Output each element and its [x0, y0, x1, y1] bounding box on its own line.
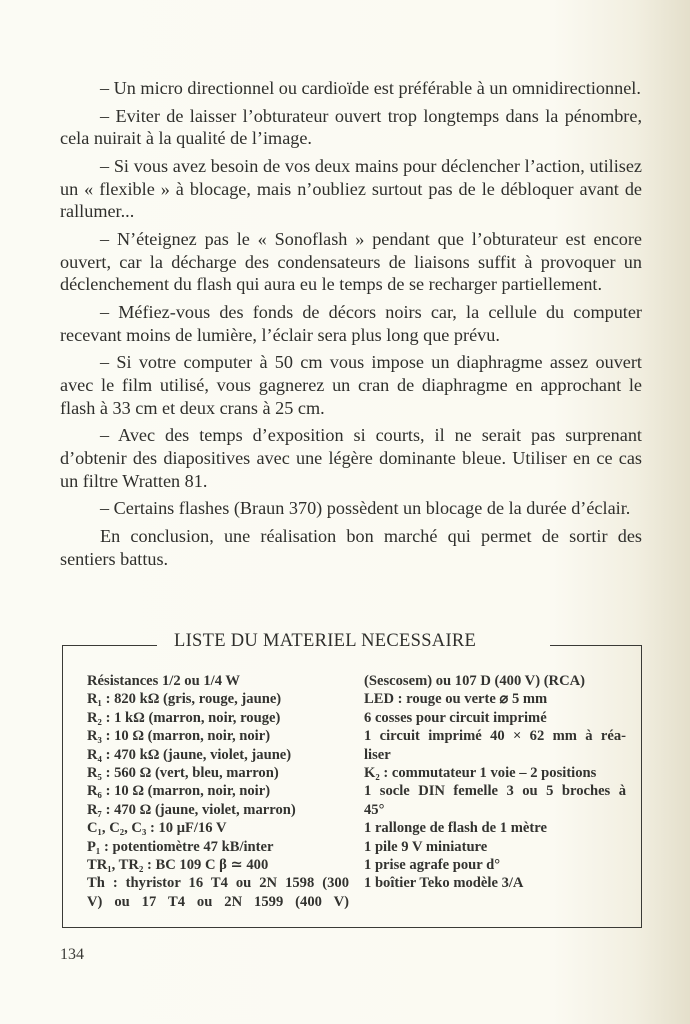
- paragraph-shutter: – Eviter de laisser l’obturateur ouvert trop longtemps dans la pénombre, cela nuirait à la qualité de l’image.: [60, 105, 642, 149]
- body-text: [60, 77, 642, 576]
- materials-item: TR₁, TR₂ : BC 109 C β ≃ 400: [87, 857, 269, 874]
- page-number: 134: [60, 946, 84, 963]
- materials-item: (Sescosem) ou 107 D (400 V) (RCA): [364, 673, 586, 689]
- paragraph-braun: – Certains flashes (Braun 370) possèdent un blocage de la durée d’éclair.: [100, 498, 631, 519]
- materials-right-column: [364, 672, 626, 893]
- materials-item: 1 pile 9 V miniature: [364, 838, 488, 855]
- materials-item: liser: [364, 746, 391, 763]
- materials-box-title: LISTE DU MATERIEL NECESSAIRE: [174, 631, 477, 651]
- materials-item: R₅ : 560 Ω (vert, bleu, marron): [87, 765, 279, 782]
- paragraph-sonoflash: – N’éteignez pas le « Sonoflash » pendant que l’obturateur est encore ouvert, car la décharge des condensateurs de liaisons suffit à provoquer un déclenchement du flash qui aura eu le temps de se recharger partiellement.: [60, 229, 642, 295]
- materials-item: R₃ : 10 Ω (marron, noir, noir): [87, 728, 271, 745]
- materials-item: LED : rouge ou verte ⌀ 5 mm: [364, 691, 548, 708]
- materials-item: 1 circuit imprimé 40 × 62 mm à réa-: [364, 728, 626, 745]
- materials-item: 1 prise agrafe pour d°: [364, 857, 501, 874]
- materials-item: Résistances 1/2 ou 1/4 W: [87, 673, 240, 689]
- materials-item: R₆ : 10 Ω (marron, noir, noir): [87, 783, 271, 800]
- materials-item: C₁, C₂, C₃ : 10 μF/16 V: [87, 820, 227, 837]
- materials-item: 1 boîtier Teko modèle 3/A: [364, 875, 524, 892]
- materials-item: R₇ : 470 Ω (jaune, violet, marron): [87, 801, 296, 818]
- paragraph-aperture: – Si votre computer à 50 cm vous impose un diaphragme assez ouvert avec le film utilisé, vous gagnerez un cran de diaphragme en approchant le flash à 33 cm et deux crans à 25 cm.: [60, 352, 642, 418]
- materials-left-column: [87, 672, 349, 911]
- materials-item: R₂ : 1 kΩ (marron, noir, rouge): [87, 709, 281, 726]
- materials-item: 6 cosses pour circuit imprimé: [364, 709, 547, 726]
- materials-item: P₁ : potentiomètre 47 kB/inter: [87, 838, 274, 855]
- paragraph-conclusion: En conclusion, une réalisation bon marché qui permet de sortir des sentiers battus.: [60, 526, 642, 569]
- materials-item: V) ou 17 T4 ou 2N 1599 (400 V): [87, 893, 349, 910]
- paragraph-flexible: – Si vous avez besoin de vos deux mains pour déclencher l’action, utilisez un « flexible » à blocage, mais n’oubliez surtout pas de le débloquer avant de rallumer...: [60, 156, 642, 222]
- paragraph-microphone: – Un micro directionnel ou cardioïde est préférable à un omnidirectionnel.: [100, 78, 641, 98]
- materials-item: 1 rallonge de flash de 1 mètre: [364, 820, 547, 837]
- materials-item: R₄ : 470 kΩ (jaune, violet, jaune): [87, 746, 292, 763]
- materials-item: Th : thyristor 16 T4 ou 2N 1598 (300: [87, 875, 349, 892]
- materials-item: R₁ : 820 kΩ (gris, rouge, jaune): [87, 691, 282, 708]
- materials-item: 1 socle DIN femelle 3 ou 5 broches à: [364, 783, 626, 800]
- materials-item: K₂ : commutateur 1 voie – 2 positions: [364, 765, 597, 782]
- paragraph-exposure: – Avec des temps d’exposition si courts, il ne serait pas surprenant d’obtenir des diapositives avec une légère dominante bleue. Utiliser en ce cas un filtre Wratten 81.: [60, 425, 642, 491]
- materials-item: 45°: [364, 801, 385, 818]
- paragraph-dark-backgrounds: – Méfiez-vous des fonds de décors noirs car, la cellule du computer recevant moins de lumière, l’éclair sera plus long que prévu.: [60, 302, 642, 345]
